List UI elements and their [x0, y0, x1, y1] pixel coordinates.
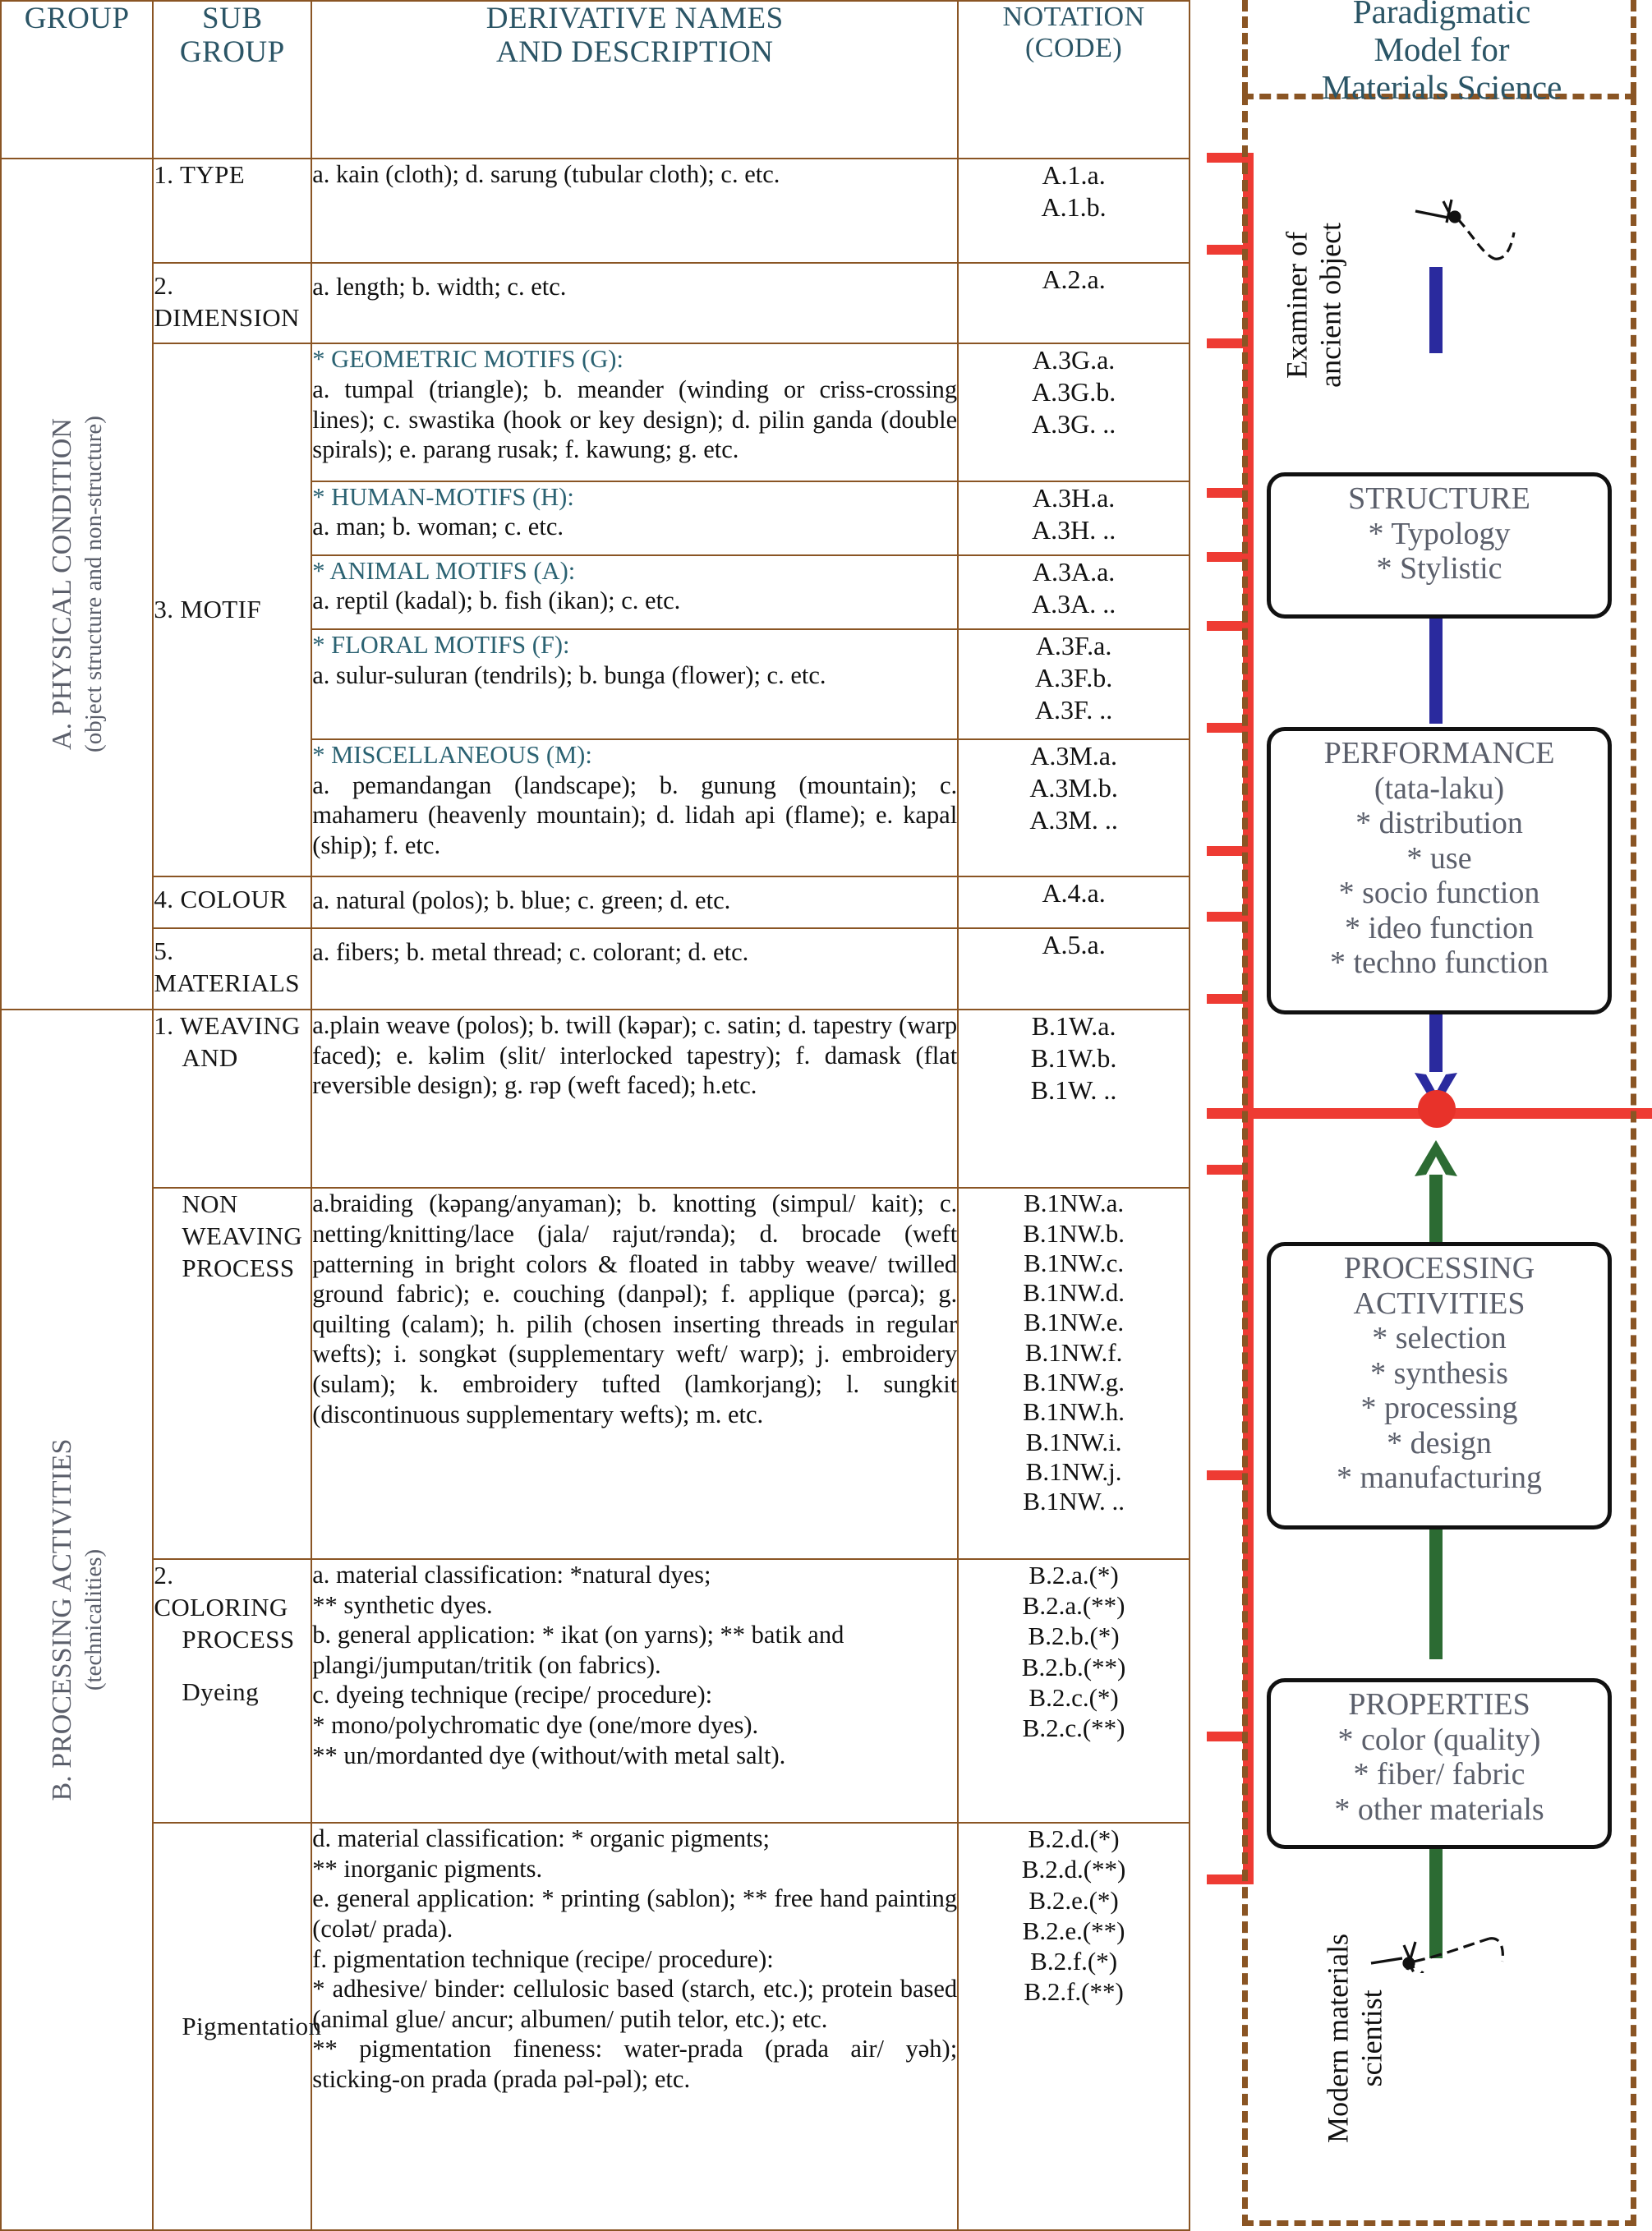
code: B.2.b.(**) — [1021, 1652, 1126, 1681]
code: B.2.a.(**) — [1022, 1591, 1125, 1621]
code: A.3G.a. — [1032, 345, 1116, 375]
panel-title-line1: Paradigmatic — [1352, 0, 1531, 30]
desc-line: ** inorganic pigments. — [312, 1854, 543, 1883]
node-processing-line4: * synthesis — [1370, 1355, 1508, 1391]
table-row — [1, 876, 1190, 928]
code: B.1NW.e. — [1024, 1308, 1125, 1337]
code: A.3H. .. — [1031, 514, 1116, 545]
node-structure-line3: * Stylistic — [1376, 551, 1502, 586]
subgroup-b2-pigmentation: Pigmentation — [153, 1823, 311, 2230]
node-properties — [1267, 1678, 1612, 1849]
codes-b1w — [958, 1010, 1190, 1188]
codes-b2-pigmentation — [958, 1823, 1190, 2230]
code: A.3F.a. — [1035, 630, 1112, 660]
col-header-notation — [958, 1, 1190, 159]
code: B.1NW.i. — [1025, 1427, 1122, 1456]
node-properties-line2: * color (quality) — [1337, 1722, 1541, 1757]
connector-properties-to-processing — [1429, 1530, 1443, 1659]
code: B.1NW.h. — [1023, 1397, 1125, 1427]
code: A.3M.b. — [1029, 773, 1118, 803]
code: B.2.e.(*) — [1028, 1885, 1119, 1915]
node-performance-line5: * socio function — [1338, 876, 1540, 911]
codes-a3f — [958, 629, 1190, 739]
code: B.1NW.b. — [1023, 1218, 1125, 1248]
code: A.3G.b. — [1031, 377, 1116, 407]
col-header-subgroup-line2: GROUP — [179, 35, 285, 70]
group-cell-b — [1, 1010, 153, 2230]
code: B.2.f.(**) — [1024, 1977, 1124, 2007]
group-label-b-main: B. PROCESSING ACTIVITIES — [46, 1438, 77, 1801]
node-structure-line1: STRUCTURE — [1348, 481, 1530, 516]
code: B.1NW.g. — [1023, 1368, 1125, 1396]
codes-a3h — [958, 481, 1190, 555]
node-structure — [1267, 472, 1612, 619]
subgroup-b1-line2: AND — [182, 1042, 238, 1072]
desc-line: ** pigmentation fineness: water-prada (prada air/ yǝh); sticking-on prada (prada pǝl-pǝl); etc. — [312, 2035, 958, 2093]
desc-b1-nonweaving: a.braiding (kǝpang/anyaman); b. knotting (simpul/ kait); c. netting/knitting/lace (jala/ rajut/rǝnda); d. brocade (weft patterning in bright colors & floated in tabby weave/ twilled ground fabric); e. couching (danpǝl); f. applique (pǝrca); g. quilting (calam); h. pilih (chosen inserting threads in regular wefts); i. songkǝt (supplementary weft/ warp); j. embroidery (sulam); k. embroidery tufted (lamkorjang); l. sungkit (discontinuous supplementary wefts); m. etc. — [311, 1188, 958, 1559]
motif-body-misc: a. pemandangan (landscape); b. gunung (mountain); c. mahameru (heavenly mountain); d. lidah api (flame); e. kapal (ship); f. etc. — [312, 770, 958, 859]
codes-a2 — [958, 263, 1190, 344]
col-header-derivative-line1: DERIVATIVE NAMES — [485, 2, 784, 35]
code: B.1NW. .. — [1023, 1487, 1125, 1516]
table-row — [1, 1823, 1190, 2230]
code: B.1NW.j. — [1025, 1456, 1122, 1486]
code: B.1NW.a. — [1024, 1189, 1125, 1218]
code: B.2.f.(*) — [1030, 1946, 1118, 1976]
col-header-subgroup — [153, 1, 311, 159]
code: B.1W.a. — [1031, 1010, 1116, 1041]
subgroup-b2-line1: 2. COLORING — [154, 1561, 288, 1622]
node-performance-line1: PERFORMANCE — [1323, 736, 1555, 770]
desc-a3-geometric — [311, 343, 958, 481]
group-label-a-sub: (object structure and non-structure) — [80, 415, 107, 752]
desc-line: ** synthetic dyes. — [312, 1590, 493, 1619]
motif-body-floral: a. sulur-suluran (tendrils); b. bunga (flower); c. etc. — [312, 660, 826, 689]
desc-line: * mono/polychromatic dye (one/more dyes). — [312, 1711, 759, 1740]
group-label-b-sub: (technicalities) — [80, 1548, 107, 1691]
actor-scientist-line1: Modern materials — [1321, 1933, 1355, 2143]
desc-b2-pigmentation — [311, 1823, 958, 2230]
codes-a4 — [958, 876, 1190, 928]
code: A.1.b. — [1041, 191, 1107, 222]
motif-body-animal: a. reptil (kadal); b. fish (ikan); c. etc. — [312, 586, 681, 615]
code: B.2.c.(*) — [1028, 1682, 1119, 1712]
code: B.1NW.d. — [1023, 1278, 1125, 1308]
col-header-group: GROUP — [1, 1, 153, 159]
code: B.1NW.c. — [1024, 1248, 1125, 1277]
subgroup-b1nw-line2: WEAVING — [182, 1221, 303, 1251]
node-structure-line2: * Typology — [1368, 516, 1511, 551]
code: B.1W. .. — [1030, 1075, 1117, 1106]
table-row — [1, 263, 1190, 344]
table-row — [1, 343, 1190, 481]
node-performance — [1267, 727, 1612, 1014]
code: A.3H.a. — [1032, 482, 1116, 513]
desc-line: c. dyeing technique (recipe/ procedure): — [312, 1681, 713, 1709]
table-header-row — [1, 1, 1190, 159]
actor-scientist-line2: scientist — [1355, 1990, 1388, 2087]
desc-a3-animal — [311, 555, 958, 629]
table-row — [1, 1559, 1190, 1823]
code: B.2.d.(**) — [1021, 1855, 1126, 1884]
node-properties-line1: PROPERTIES — [1348, 1687, 1530, 1722]
desc-b2-dyeing — [311, 1559, 958, 1823]
desc-a2: a. length; b. width; c. etc. — [311, 263, 958, 344]
actor-label-examiner — [1281, 198, 1349, 412]
subgroup-a5: 5. MATERIALS — [153, 928, 311, 1010]
actor-examiner-line1: Examiner of — [1280, 231, 1314, 379]
node-processing-activities — [1267, 1242, 1612, 1530]
node-processing-line3: * selection — [1372, 1321, 1507, 1356]
node-properties-line4: * other materials — [1334, 1792, 1544, 1827]
connector-structure-to-performance — [1429, 619, 1443, 724]
subgroup-a3: 3. MOTIF — [153, 343, 311, 876]
group-label-b — [46, 1438, 108, 1801]
desc-line: a. material classification: *natural dyes; — [312, 1561, 711, 1589]
desc-a3-misc — [311, 739, 958, 876]
subgroup-b1nw-line1: NON — [182, 1189, 238, 1219]
code: B.2.d.(*) — [1028, 1824, 1120, 1854]
col-header-notation-line2: (CODE) — [1024, 33, 1123, 64]
actor-examiner-line2: ancient object — [1314, 222, 1347, 388]
subgroup-a4: 4. COLOUR — [153, 876, 311, 928]
code: A.2.a. — [1042, 264, 1106, 294]
scientist-figure-icon — [1368, 1866, 1524, 1973]
table-row — [1, 1188, 1190, 1559]
codes-b2-dyeing — [958, 1559, 1190, 1823]
subgroup-b1nw-line3: PROCESS — [182, 1253, 295, 1282]
group-label-a — [46, 416, 108, 752]
group-cell-a — [1, 159, 153, 1010]
examiner-figure-icon — [1409, 193, 1532, 292]
node-properties-line3: * fiber/ fabric — [1353, 1757, 1525, 1792]
code: B.2.b.(*) — [1028, 1622, 1120, 1651]
actor-label-scientist — [1322, 1865, 1390, 2210]
col-header-derivative — [311, 1, 958, 159]
group-label-a-main: A. PHYSICAL CONDITION — [46, 417, 77, 750]
codes-a3m — [958, 739, 1190, 876]
node-performance-line7: * techno function — [1330, 945, 1548, 981]
desc-line: * adhesive/ binder: cellulosic based (starch, etc.); protein based (animal glue/ ancur; albumen/ putih telor, etc.); etc. — [312, 1975, 958, 2033]
node-performance-line3: * distribution — [1355, 806, 1523, 841]
code: A.5.a. — [1042, 930, 1106, 960]
subgroup-b2-line2: PROCESS — [182, 1624, 295, 1654]
code: B.2.a.(*) — [1028, 1561, 1119, 1590]
desc-a3-human — [311, 481, 958, 555]
subgroup-b1-weaving — [153, 1010, 311, 1188]
motif-heading-misc: * MISCELLANEOUS (M): — [312, 741, 592, 770]
desc-line: b. general application: * ikat (on yarns); ** batik and plangi/jumputan/tritik (on fabrics). — [312, 1621, 844, 1679]
codes-b1nw — [958, 1188, 1190, 1559]
motif-heading-floral: * FLORAL MOTIFS (F): — [312, 630, 570, 659]
desc-line: ** un/mordanted dye (without/with metal salt). — [312, 1741, 786, 1769]
code: B.1W.b. — [1030, 1043, 1117, 1073]
code: A.1.a. — [1042, 159, 1106, 190]
code: A.3F. .. — [1034, 695, 1113, 725]
code: A.3M.a. — [1030, 741, 1117, 771]
node-processing-line6: * design — [1387, 1425, 1492, 1460]
desc-line: e. general application: * printing (sablon); ** free hand painting (colǝt/ prada). — [312, 1884, 958, 1943]
code: A.3A.a. — [1032, 556, 1116, 586]
connector-examiner-to-structure — [1429, 267, 1443, 353]
panel-title — [1249, 0, 1635, 107]
subgroup-b2-coloring — [153, 1559, 311, 1823]
node-performance-line6: * ideo function — [1344, 910, 1535, 945]
code: B.1NW.f. — [1024, 1337, 1123, 1367]
subgroup-b1-line1: 1. WEAVING — [154, 1010, 301, 1040]
codes-a5 — [958, 928, 1190, 1010]
code: B.2.e.(**) — [1022, 1916, 1125, 1945]
code: A.3A. .. — [1031, 588, 1116, 619]
panel-title-line3: Materials Science — [1321, 67, 1562, 106]
node-processing-line2: ACTIVITIES — [1353, 1286, 1525, 1321]
desc-b1-weaving: a.plain weave (polos); b. twill (kǝpar); c. satin; d. tapestry (warp faced); e. kǝlim (slit/ interlocked tapestry); f. damask (flat reversible design); g. rǝp (weft faced); h.etc. — [311, 1010, 958, 1188]
node-performance-line4: * use — [1406, 840, 1472, 876]
desc-a4: a. natural (polos); b. blue; c. green; d. etc. — [311, 876, 958, 928]
junction-dot — [1418, 1090, 1456, 1128]
code: A.4.a. — [1042, 878, 1106, 908]
code: A.3M. .. — [1029, 805, 1118, 835]
code: B.2.c.(**) — [1022, 1714, 1125, 1743]
subgroup-b2-dyeing: Dyeing — [182, 1677, 259, 1707]
desc-a5: a. fibers; b. metal thread; c. colorant; d. etc. — [311, 928, 958, 1010]
codes-a1 — [958, 159, 1190, 263]
node-processing-line7: * manufacturing — [1336, 1460, 1543, 1496]
node-processing-line1: PROCESSING — [1343, 1251, 1535, 1286]
paradigmatic-model-panel — [1232, 0, 1652, 2231]
col-header-subgroup-line1: SUB — [202, 2, 263, 35]
col-header-derivative-line2: AND DESCRIPTION — [495, 35, 774, 70]
node-performance-line2: (tata-laku) — [1374, 770, 1505, 806]
motif-heading-human: * HUMAN-MOTIFS (H): — [312, 482, 574, 511]
motif-body-human: a. man; b. woman; c. etc. — [312, 513, 564, 541]
desc-line: d. material classification: * organic pigments; — [312, 1824, 770, 1853]
desc-a1: a. kain (cloth); d. sarung (tubular cloth); c. etc. — [311, 159, 958, 263]
codes-a3a — [958, 555, 1190, 629]
code: A.3G. .. — [1031, 409, 1116, 439]
motif-body-geometric: a. tumpal (triangle); b. meander (winding or criss-crossing lines); c. swastika (hook or key design); d. pilin ganda (double spirals); e. parang rusak; f. kawung; g. etc. — [312, 375, 958, 464]
table-row — [1, 928, 1190, 1010]
desc-line: f. pigmentation technique (recipe/ procedure): — [312, 1944, 774, 1973]
table-row — [1, 1010, 1190, 1188]
table-row — [1, 159, 1190, 263]
subgroup-a2: 2. DIMENSION — [153, 263, 311, 344]
node-processing-line5: * processing — [1360, 1391, 1518, 1426]
desc-a3-floral — [311, 629, 958, 739]
motif-heading-geometric: * GEOMETRIC MOTIFS (G): — [312, 345, 624, 374]
panel-title-line2: Model for — [1374, 30, 1510, 68]
subgroup-a1: 1. TYPE — [153, 159, 311, 263]
motif-heading-animal: * ANIMAL MOTIFS (A): — [312, 556, 576, 585]
subgroup-b1-nonweaving — [153, 1188, 311, 1559]
code: A.3F.b. — [1034, 663, 1113, 693]
connector-processing-to-junction — [1429, 1175, 1443, 1253]
codes-a3g — [958, 343, 1190, 481]
col-header-notation-line1: NOTATION — [1002, 2, 1145, 32]
